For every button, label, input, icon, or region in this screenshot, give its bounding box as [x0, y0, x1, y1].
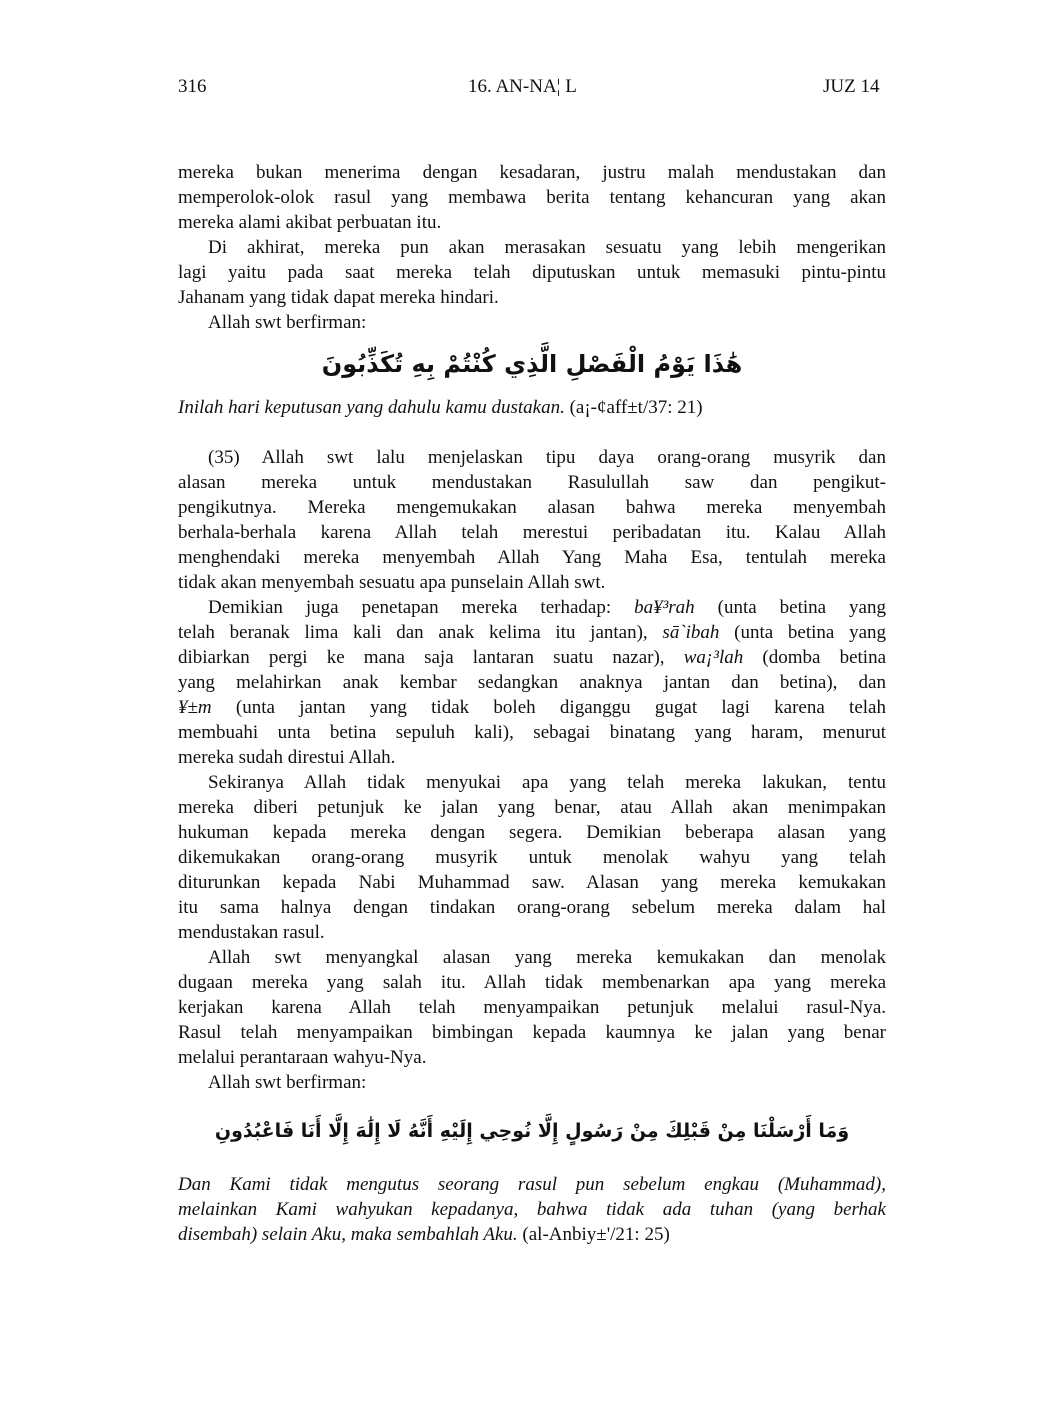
verse-translation: [178, 1172, 886, 1247]
text-line: [178, 895, 886, 920]
text-line: [178, 970, 886, 995]
text-run: memperolok-olok rasul yang membawa berita tentang kehancuran yang akan: [178, 187, 886, 208]
text-line: [178, 185, 886, 210]
text-line: [178, 745, 886, 770]
text-run: yang melahirkan anak kembar sedangkan anaknya jantan dan betina), dan: [178, 672, 886, 693]
text-block: [178, 160, 886, 335]
text-run: mereka bukan menerima dengan kesadaran, justru malah mendustakan dan: [178, 162, 886, 183]
text-line: [178, 545, 886, 570]
text-run: berhala-berhala karena Allah telah merestui peribadatan itu. Kalau Allah: [178, 522, 886, 543]
text-run: mendustakan rasul.: [178, 922, 325, 943]
text-run: hukuman kepada mereka dengan segera. Demikian beberapa alasan yang: [178, 822, 886, 843]
text-run: Allah swt berfirman:: [208, 1072, 367, 1093]
text-line: [178, 285, 886, 310]
text-line: [178, 770, 886, 795]
italic-text: ¥±m: [178, 697, 212, 718]
arabic-verse: هَٰذَا يَوْمُ الْفَصْلِ الَّذِي كُنْتُمْ بِهِ تُكَذِّبُونَ: [321, 350, 743, 378]
text-run: dibiarkan pergi ke mana saja lantaran suatu nazar),: [178, 647, 684, 668]
page-number: 316: [178, 76, 207, 97]
text-run: Rasul telah menyampaikan bimbingan kepada kaumnya ke jalan yang benar: [178, 1022, 886, 1043]
verse-translation: [178, 395, 886, 420]
text-run: alasan mereka untuk mendustakan Rasulullah saw dan pengikut-: [178, 472, 886, 493]
text-run: tidak akan menyembah sesuatu apa punselain Allah swt.: [178, 572, 606, 593]
text-run: Allah swt berfirman:: [208, 312, 367, 333]
text-line: [178, 260, 886, 285]
text-run: mereka sudah direstui Allah.: [178, 747, 396, 768]
italic-text: melainkan Kami wahyukan kepadanya, bahwa tidak ada tuhan (yang berhak: [178, 1199, 886, 1220]
text-line: [178, 595, 886, 620]
text-line: [178, 470, 886, 495]
text-run: dikemukakan orang-orang musyrik untuk menolak wahyu yang telah: [178, 847, 886, 868]
text-run: (al-Anbiy±'/21: 25): [517, 1224, 670, 1245]
text-run: kerjakan karena Allah telah menyampaikan petunjuk melalui rasul-Nya.: [178, 997, 886, 1018]
text-run: diturunkan kepada Nabi Muhammad saw. Alasan yang mereka kemukakan: [178, 872, 886, 893]
text-run: pengikutnya. Mereka mengemukakan alasan bahwa mereka menyembah: [178, 497, 886, 518]
text-run: (unta betina yang: [719, 622, 886, 643]
text-line: [178, 945, 886, 970]
text-line: [178, 570, 886, 595]
text-line: [178, 1197, 886, 1222]
text-line: [178, 995, 886, 1020]
text-line: [178, 820, 886, 845]
text-line: [178, 1070, 886, 1095]
text-run: (unta betina yang: [694, 597, 886, 618]
text-run: Di akhirat, mereka pun akan merasakan sesuatu yang lebih mengerikan: [208, 237, 886, 258]
text-run: (unta jantan yang tidak boleh diganggu gugat lagi karena telah: [211, 697, 886, 718]
text-line: [178, 720, 886, 745]
text-run: melalui perantaraan wahyu-Nya.: [178, 1047, 427, 1068]
text-line: [178, 670, 886, 695]
text-line: [178, 795, 886, 820]
text-run: Sekiranya Allah tidak menyukai apa yang telah mereka lakukan, tentu: [208, 772, 886, 793]
text-run: (35) Allah swt lalu menjelaskan tipu daya orang-orang musyrik dan: [208, 447, 886, 468]
text-run: Allah swt menyangkal alasan yang mereka kemukakan dan menolak: [208, 947, 886, 968]
text-run: telah beranak lima kali dan anak kelima itu jantan),: [178, 622, 663, 643]
text-line: [178, 920, 886, 945]
text-line: [178, 395, 886, 420]
text-run: Demikian juga penetapan mereka terhadap:: [208, 597, 635, 618]
italic-text: Dan Kami tidak mengutus seorang rasul pun sebelum engkau (Muhammad),: [178, 1174, 886, 1195]
text-line: [178, 160, 886, 185]
text-line: [178, 1045, 886, 1070]
text-run: lagi yaitu pada saat mereka telah diputuskan untuk memasuki pintu-pintu: [178, 262, 886, 283]
text-line: [178, 1222, 886, 1247]
text-line: [178, 620, 886, 645]
text-line: [178, 695, 886, 720]
text-line: [178, 870, 886, 895]
text-line: [178, 210, 886, 235]
text-run: (domba betina: [743, 647, 886, 668]
italic-text: sā`ibah: [662, 622, 720, 643]
text-run: dugaan mereka yang salah itu. Allah tidak membenarkan apa yang mereka: [178, 972, 886, 993]
text-run: menghendaki mereka menyembah Allah Yang Maha Esa, tentulah mereka: [178, 547, 886, 568]
text-run: Jahanam yang tidak dapat mereka hindari.: [178, 287, 499, 308]
arabic-verse: وَمَا أَرْسَلْنَا مِنْ قَبْلِكَ مِنْ رَسُولٍ إِلَّا نُوحِي إِلَيْهِ أَنَّهُ لَا إِلَٰهَ إِلَّا أَنَا فَاعْبُدُونِ: [214, 1120, 850, 1142]
text-line: [178, 1020, 886, 1045]
italic-text: ba¥³rah: [634, 597, 695, 618]
italic-text: disembah) selain Aku, maka sembahlah Aku.: [178, 1224, 518, 1245]
text-line: [178, 495, 886, 520]
chapter-title: 16. AN-NA¦ L: [468, 76, 577, 97]
italic-text: wa¡³lah: [683, 647, 744, 668]
italic-text: Inilah hari keputusan yang dahulu kamu dustakan.: [178, 397, 565, 418]
text-line: [178, 235, 886, 260]
text-line: [178, 645, 886, 670]
text-line: [178, 445, 886, 470]
text-block: [178, 445, 886, 1095]
text-line: [178, 845, 886, 870]
text-run: membuahi unta betina sepuluh kali), sebagai binatang yang haram, menurut: [178, 722, 886, 743]
text-run: mereka alami akibat perbuatan itu.: [178, 212, 442, 233]
text-line: [178, 520, 886, 545]
text-run: itu sama halnya dengan tindakan orang-orang sebelum mereka dalam hal: [178, 897, 886, 918]
text-run: (a¡-¢aff±t/37: 21): [564, 397, 703, 418]
text-run: mereka diberi petunjuk ke jalan yang benar, atau Allah akan menimpakan: [178, 797, 886, 818]
text-line: [178, 1172, 886, 1197]
text-line: [178, 310, 886, 335]
juz-label: JUZ 14: [823, 76, 880, 97]
